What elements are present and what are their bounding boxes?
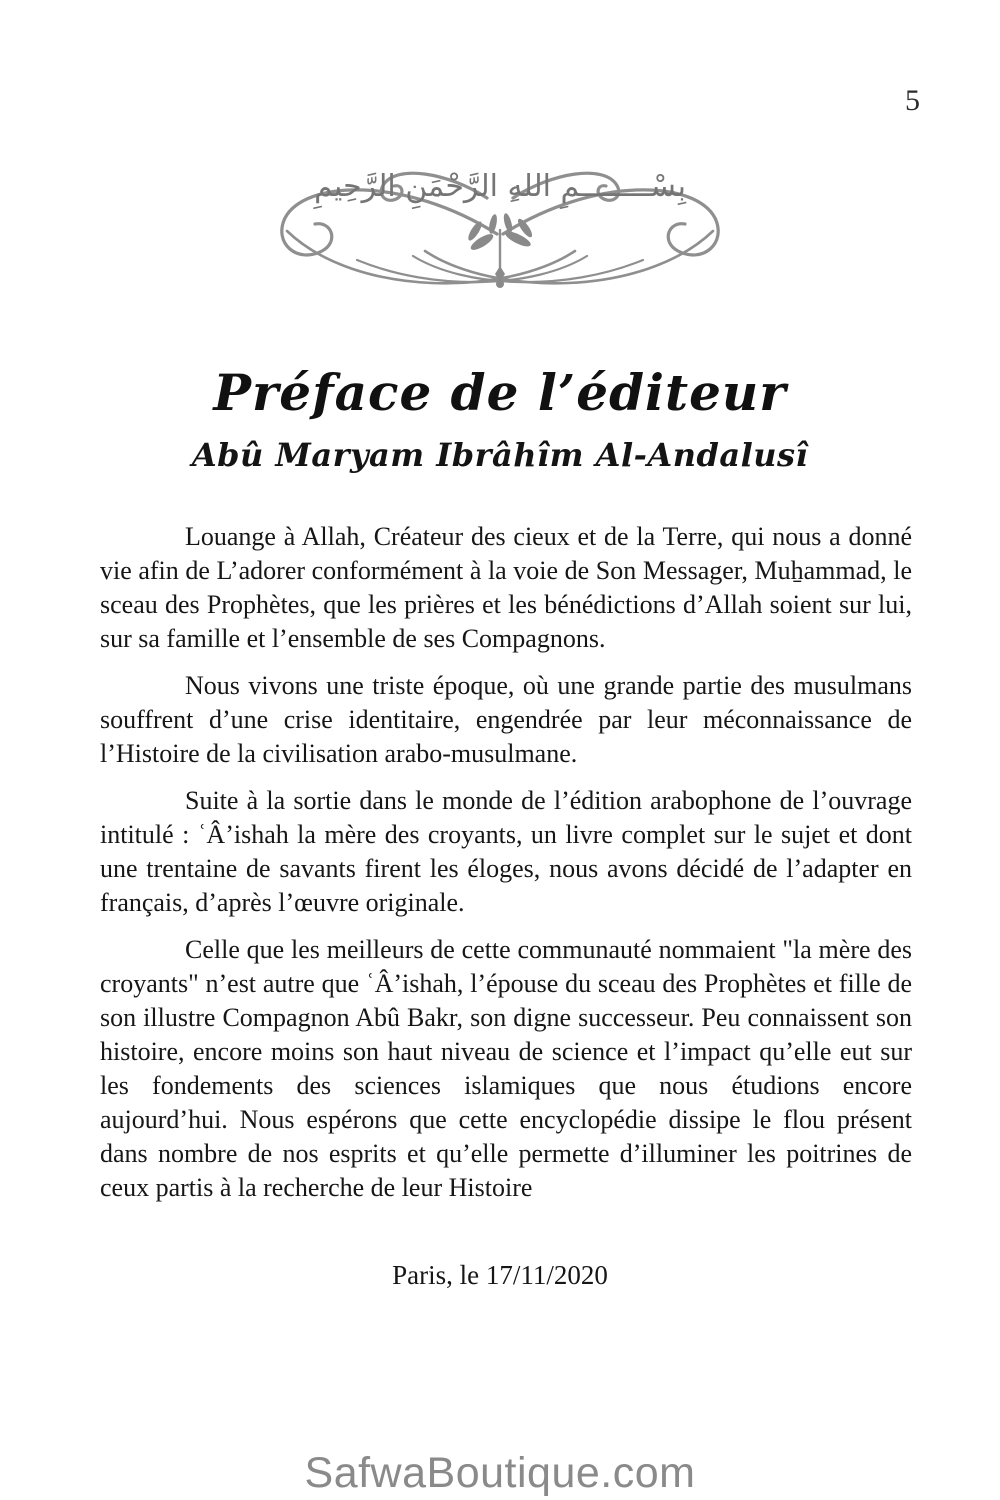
page-title: Préface de l’éditeur [213, 363, 787, 422]
paragraph: Suite à la sortie dans le monde de l’édition arabophone de l’ouvrage intitulé : ʿÂ’ishah la mère des croyants, un livre complet sur le sujet et dont une trentaine de savants firent les éloges, nous avons décidé de l’adapter en français, d’après l’œuvre originale. [100, 786, 912, 917]
bismillah-text: بِسْــــــــمِ اللهِ الرَّحْمَنِ الرَّحِيمِ [314, 169, 686, 204]
bismillah-ornament-icon [235, 138, 765, 308]
author-name: Abû Maryam Ibrâhîm Al-Andalusî [191, 436, 809, 474]
paragraph: Celle que les meilleurs de cette communauté nommaient "la mère des croyants" n’est autre que ʿÂ’ishah, l’épouse du sceau des Prophètes et fille de son illustre Compagnon Abû Bakr, son digne successeur. Peu connaissent son histoire, encore moins son haut niveau de science et l’impact qu’elle eut sur les fondements des sciences islamiques que nous étudions encore aujourd’hui. Nous espérons que cette encyclopédie dissipe le flou présent dans nombre de nos esprits et qu’elle permette d’illuminer les poitrines de ceux partis à la recherche de leur Histoire [100, 935, 912, 1202]
paragraph: Louange à Allah, Créateur des cieux et de la Terre, qui nous a donné vie afin de L’adorer conformément à la voie de Son Messager, Muẖammad, le sceau des Prophètes, que les prières et les bénédictions d’Allah soient sur lui, sur sa famille et l’ensemble de ses Compagnons. [100, 522, 912, 653]
ornament-container [0, 0, 1000, 313]
paragraph: Nous vivons une triste époque, où une grande partie des musulmans souffrent d’une crise identitaire, engendrée par leur méconnaissance de l’Histoire de la civilisation arabo-musulmane. [100, 671, 912, 768]
website-watermark: SafwaBoutique.com [304, 1449, 696, 1497]
preface-body [100, 520, 912, 1205]
page-number: 5 [905, 84, 920, 117]
date-line: Paris, le 17/11/2020 [392, 1260, 608, 1290]
